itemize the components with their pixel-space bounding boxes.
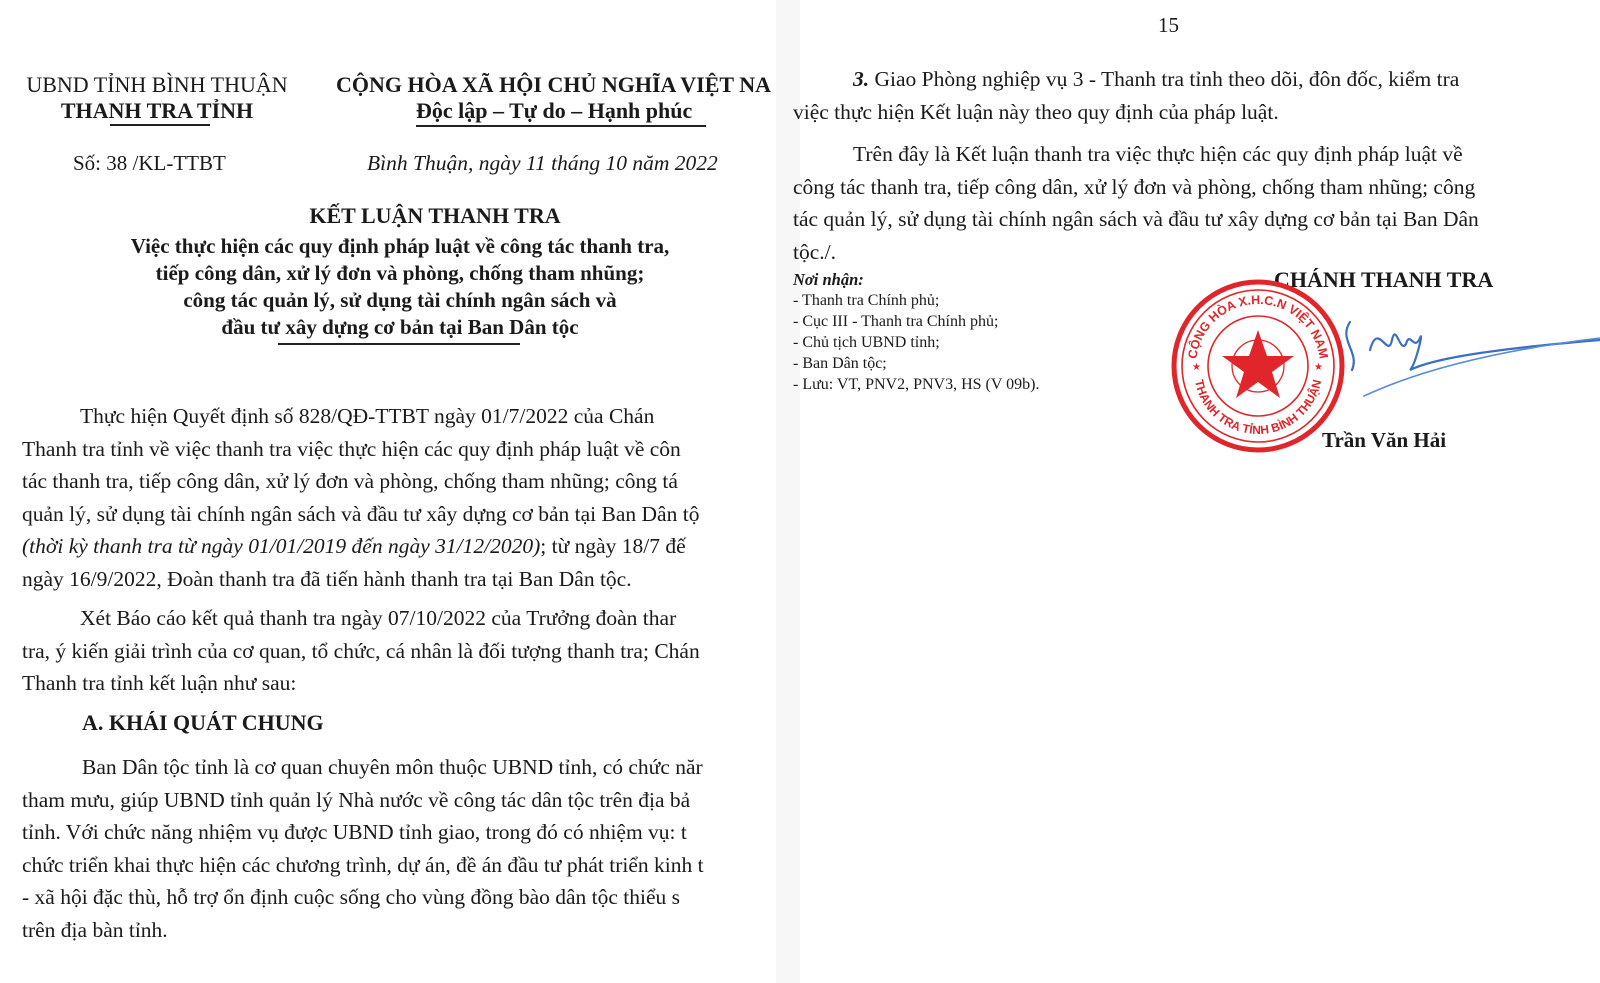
national-motto: Độc lập – Tự do – Hạnh phúc [416, 98, 693, 123]
subtitle-line: đầu tư xây dựng cơ bản tại Ban Dân tộc [221, 315, 579, 339]
document-number: Số: 38 /KL-TTBT [73, 151, 226, 175]
section-heading-a: A. KHÁI QUÁT CHUNG [82, 710, 324, 735]
recipient-item: - Lưu: VT, PNV2, PNV3, HS (V 09b). [793, 376, 1040, 393]
place-and-date: Bình Thuận, ngày 11 tháng 10 năm 2022 [367, 151, 718, 175]
svg-text:★: ★ [1314, 362, 1323, 373]
issuing-agency: THANH TRA TỈNH [60, 98, 254, 123]
agency-underline [110, 124, 210, 126]
recipient-item: - Chủ tịch UBND tỉnh; [793, 334, 940, 351]
recipients-label: Nơi nhận: [793, 270, 864, 289]
paragraph-decision: Thực hiện Quyết định số 828/QĐ-TTBT ngày 01/7/2022 của Chán Thanh tra tỉnh về việc thanh tra việc thực hiện các quy định pháp luật về côn tác thanh tra, tiếp công dân, xử lý đơn và phòng, chống tham nhũng; công tá quản lý, sử dụng tài chính ngân sách và đầu tư xây dựng cơ bản tại Ban Dân tộ (thời kỳ thanh tra từ ngày 01/01/2019 đến ngày 31/12/2020); từ ngày 18/7 đế ngày 16/9/2022, Đoàn thanh tra đã tiến hành thanh tra tại Ban Dân tộc. [22, 404, 700, 591]
paragraph-item-3: 3. Giao Phòng nghiệp vụ 3 - Thanh tra tỉnh theo dõi, đôn đốc, kiểm tra việc thực hiện Kết luận này theo quy định của pháp luật. [793, 67, 1460, 124]
svg-text:★: ★ [1192, 362, 1201, 373]
official-seal [1168, 278, 1348, 453]
left-document-page [0, 0, 776, 983]
signer-title: CHÁNH THANH TRA [1274, 267, 1494, 292]
seal-top-text: CỘNG HÒA X.H.C.N VIỆT NAM [1185, 292, 1331, 360]
signature-mark [1330, 300, 1600, 410]
seal-bottom-text: THANH TRA TỈNH BÌNH THUẬN [1191, 378, 1325, 438]
subtitle-line: Việc thực hiện các quy định pháp luật về công tác thanh tra, [130, 234, 670, 258]
document-title: KẾT LUẬN THANH TRA [309, 203, 561, 228]
page-number: 15 [1158, 13, 1179, 37]
title-underline [278, 343, 520, 345]
signer-name: Trần Văn Hải [1322, 428, 1447, 452]
recipients-block [793, 269, 1039, 395]
paragraph-overview: Ban Dân tộc tỉnh là cơ quan chuyên môn thuộc UBND tỉnh, có chức năr tham mưu, giúp UBND tỉnh quản lý Nhà nước về công tác dân tộc trên địa bả tỉnh. Với chức năng nhiệm vụ được UBND tỉnh giao, trong đó có nhiệm vụ: t chức triển khai thực hiện các chương trình, dự án, đề án đầu tư phát triển kinh t - xã hội đặc thù, hỗ trợ ổn định cuộc sống cho vùng đồng bào dân tộc thiểu s trên địa bàn tỉnh. [22, 755, 704, 942]
motto-underline [416, 125, 706, 127]
recipient-item: - Ban Dân tộc; [793, 355, 887, 372]
paragraph-report: Xét Báo cáo kết quả thanh tra ngày 07/10/2022 của Trưởng đoàn thar tra, ý kiến giải trình của cơ quan, tổ chức, cá nhân là đối tượng thanh tra; Chán Thanh tra tỉnh kết luận như sau: [22, 606, 700, 695]
svg-text:THANH TRA TỈNH BÌNH THUẬN [1192, 378, 1324, 437]
issuing-authority: UBND TỈNH BÌNH THUẬN [26, 72, 288, 97]
paragraph-closing: Trên đây là Kết luận thanh tra việc thực hiện các quy định pháp luật về công tác thanh tra, tiếp công dân, xử lý đơn và phòng, chống tham nhũng; công tác quản lý, sử dụng tài chính ngân sách và đầu tư xây dựng cơ bản tại Ban Dân tộc./. [793, 142, 1479, 264]
subtitle-line: tiếp công dân, xử lý đơn và phòng, chống tham nhũng; [155, 261, 645, 285]
subtitle-line: công tác quản lý, sử dụng tài chính ngân sách và [183, 288, 617, 312]
national-title: CỘNG HÒA XÃ HỘI CHỦ NGHĨA VIỆT NA [336, 72, 771, 97]
recipient-item: - Cục III - Thanh tra Chính phủ; [793, 313, 999, 330]
recipient-item: - Thanh tra Chính phủ; [793, 292, 940, 309]
